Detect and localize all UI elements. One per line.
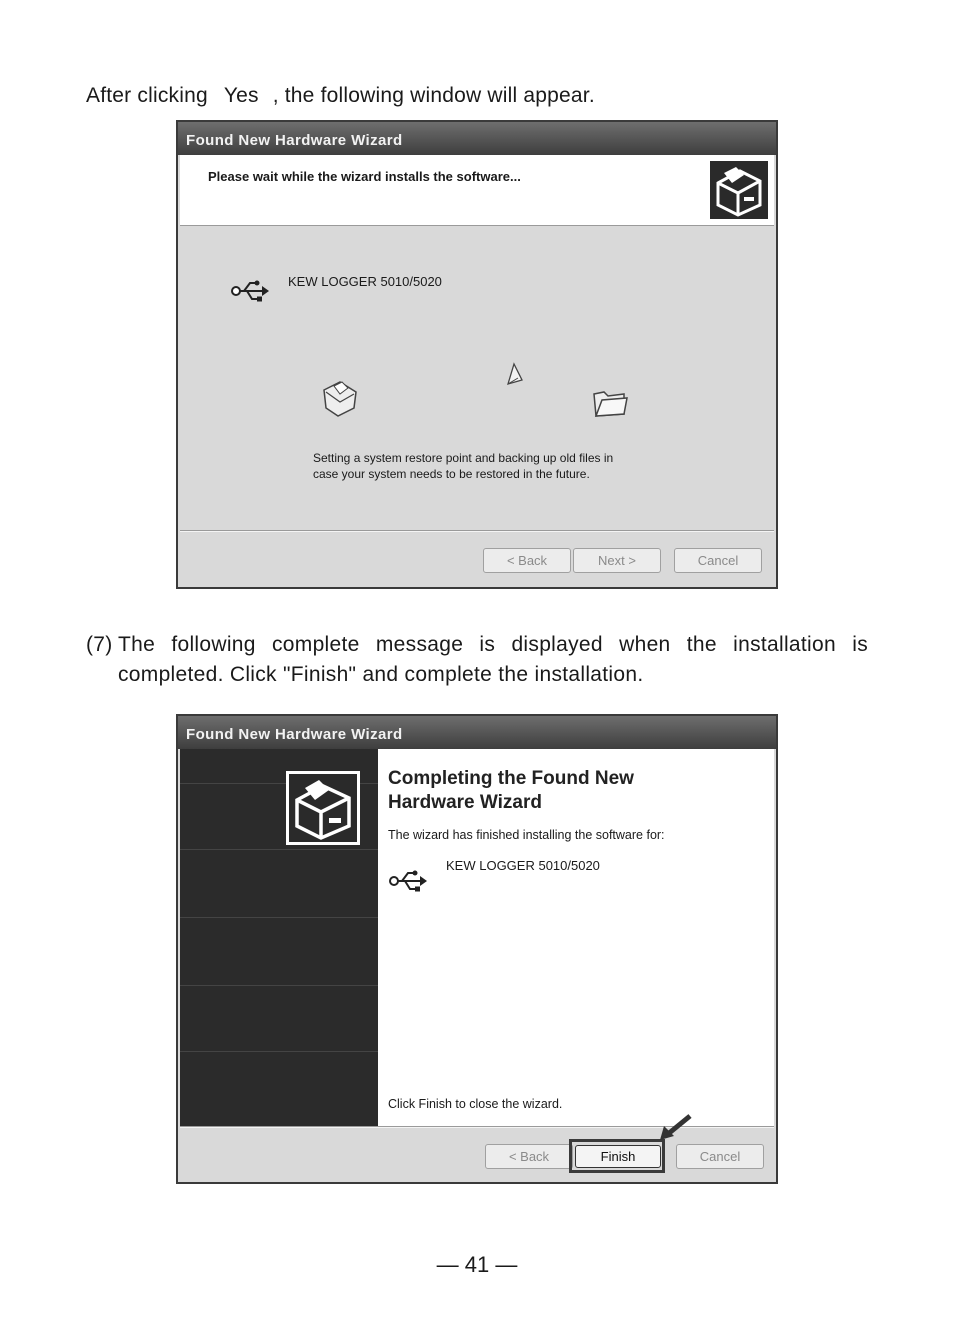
back-label: Back	[518, 553, 548, 568]
back-button[interactable]: < Back	[483, 548, 571, 573]
intro-after: , the following window will appear.	[272, 84, 595, 107]
heading-line-1: Completing the Found New	[388, 768, 634, 789]
footer-divider	[180, 530, 774, 532]
completion-heading	[388, 767, 634, 815]
close-instruction: Click Finish to close the wizard.	[388, 1097, 563, 1111]
device-name: KEW LOGGER 5010/5020	[288, 274, 442, 289]
finish-button[interactable]: Finish	[575, 1145, 661, 1168]
usb-icon	[388, 868, 428, 899]
wizard-sidebar	[180, 749, 378, 1126]
next-button[interactable]: Next >	[573, 548, 661, 573]
intro-keyword: Yes	[223, 84, 259, 107]
back-button[interactable]: < Back	[485, 1144, 573, 1169]
sidebar-band	[180, 917, 378, 918]
completing-wizard-window	[176, 714, 778, 1184]
step-text: The following complete message is displayed when the installation is completed. Click "Finish" and complete the installation.	[118, 633, 868, 686]
pointer-arrow-icon	[658, 1114, 692, 1147]
window-title: Found New Hardware Wizard	[178, 716, 776, 749]
cancel-button[interactable]: Cancel	[674, 548, 762, 573]
step-number: (7)	[86, 633, 113, 656]
hardware-wizard-icon	[710, 161, 768, 219]
sidebar-band	[180, 985, 378, 986]
heading-line-2: Hardware Wizard	[388, 792, 542, 813]
status-line-1: Setting a system restore point and backing up old files in	[313, 451, 614, 465]
intro-text	[86, 84, 595, 108]
finished-subtext: The wizard has finished installing the software for:	[388, 828, 665, 842]
status-line-2: case your system needs to be restored in the future.	[313, 467, 590, 481]
flying-document-icon	[504, 362, 526, 393]
usb-icon	[230, 278, 270, 309]
sidebar-band	[180, 849, 378, 850]
window-title: Found New Hardware Wizard	[178, 122, 776, 155]
wizard-header	[180, 155, 774, 226]
status-text	[313, 450, 653, 482]
intro-before: After clicking	[86, 84, 208, 107]
sidebar-band	[180, 1051, 378, 1052]
cancel-button[interactable]: Cancel	[676, 1144, 764, 1169]
back-label: Back	[520, 1149, 550, 1164]
next-label: Next	[598, 553, 625, 568]
header-text: Please wait while the wizard installs the software...	[208, 169, 521, 184]
hardware-wizard-icon	[286, 771, 360, 845]
installing-wizard-window	[176, 120, 778, 589]
device-name: KEW LOGGER 5010/5020	[446, 858, 600, 873]
step-7	[86, 630, 868, 690]
document-icon	[320, 378, 360, 423]
folder-icon	[592, 388, 628, 423]
wizard-content	[378, 749, 774, 1126]
page-number: — 41 —	[436, 1252, 518, 1277]
